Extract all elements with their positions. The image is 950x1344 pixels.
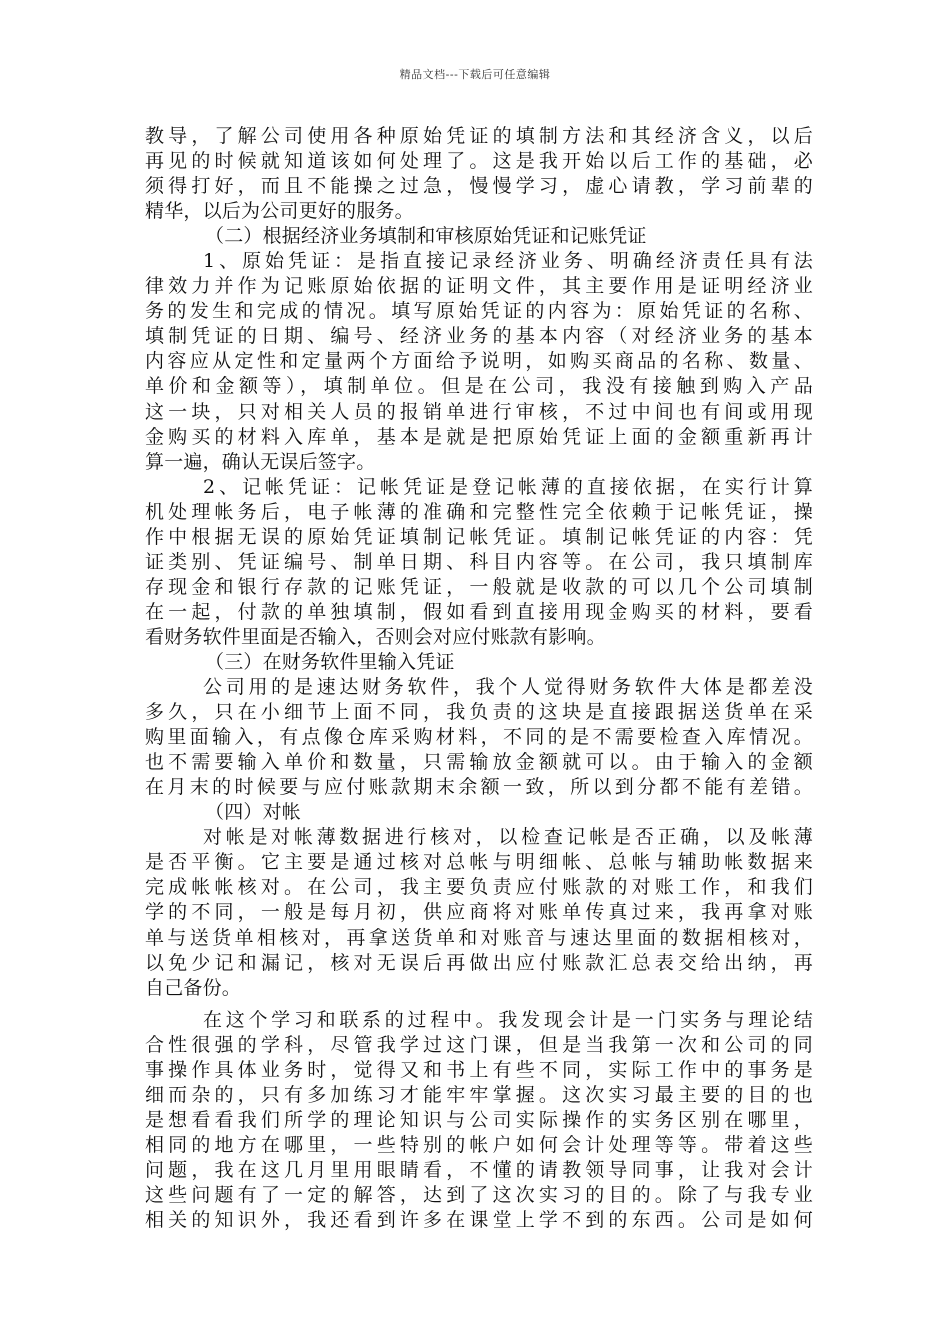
paragraph-line: 须得打好，而且不能操之过急，慢慢学习，虚心请教，学习前辈的	[145, 175, 813, 198]
paragraph-line: 内容应从定性和定量两个方面给予说明，如购买商品的名称、数量、	[145, 350, 813, 373]
paragraph-line: 律效力并作为记账原始依据的证明文件，其主要作用是证明经济业	[145, 275, 813, 298]
paragraph-line: 教导，了解公司使用各种原始凭证的填制方法和其经济含义，以后	[145, 125, 813, 147]
paragraph-line: 购里面输入，有点像仓库采购材料，不同的是不需要检查入库情况。	[145, 726, 813, 749]
paragraph-line: 事操作具体业务时，觉得又和书上有些不同，实际工作中的事务是	[145, 1058, 813, 1081]
paragraph-line: 合性很强的学科，尽管我学过这门课，但是当我第一次和公司的同	[145, 1033, 813, 1056]
paragraph-line: 1、原始凭证：是指直接记录经济业务、明确经济责任具有法	[203, 250, 813, 273]
paragraph-line: 细而杂的，只有多加练习才能牢牢掌握。这次实习最主要的目的也	[145, 1083, 813, 1106]
paragraph-line: 学的不同，一般是每月初，供应商将对账单传真过来，我再拿对账	[145, 901, 813, 924]
page-header: 精品文档---下载后可任意编辑	[399, 68, 551, 81]
section-heading: （四）对帐	[205, 801, 302, 824]
paragraph-line: 问题，我在这几月里用眼睛看，不懂的请教领导同事，让我对会计	[145, 1158, 813, 1181]
paragraph-line: 自己备份。	[145, 976, 242, 999]
paragraph-line: 算一遍，确认无误后签字。	[145, 450, 376, 473]
paragraph-line: 也不需要输入单价和数量，只需输放金额就可以。由于输入的金额	[145, 751, 813, 774]
paragraph-line: 机处理帐务后，电子帐薄的准确和完整性完全依赖于记帐凭证，操	[145, 500, 813, 523]
paragraph-line: 再见的时候就知道该如何处理了。这是我开始以后工作的基础，必	[145, 150, 813, 173]
paragraph-line: 务的发生和完成的情况。填写原始凭证的内容为：原始凭证的名称、	[145, 300, 813, 323]
paragraph-line: 是否平衡。它主要是通过核对总帐与明细帐、总帐与辅助帐数据来	[145, 851, 813, 874]
paragraph-line: 精华，以后为公司更好的服务。	[145, 200, 414, 223]
paragraph-line: 是想看看我们所学的理论知识与公司实际操作的实务区别在哪里，	[145, 1108, 813, 1131]
paragraph-line: 单价和金额等），填制单位。但是在公司，我没有接触到购入产品	[145, 375, 813, 398]
paragraph-line: 2、记帐凭证：记帐凭证是登记帐薄的直接依据，在实行计算	[203, 475, 813, 498]
paragraph-line: 在月末的时候要与应付账款期末余额一致，所以到分都不能有差错。	[145, 776, 813, 799]
paragraph-line: 这一块，只对相关人员的报销单进行审核，不过中间也有间或用现	[145, 400, 813, 423]
document-body	[145, 124, 813, 1233]
paragraph-line: 金购买的材料入库单，基本是就是把原始凭证上面的金额重新再计	[145, 425, 813, 448]
paragraph-line: 在一起，付款的单独填制，假如看到直接用现金购买的材料，要看	[145, 600, 813, 623]
paragraph-line: 相同的地方在哪里，一些特别的帐户如何会计处理等等。带着这些	[145, 1133, 813, 1156]
paragraph-line: 看财务软件里面是否输入，否则会对应付账款有影响。	[145, 625, 606, 648]
paragraph-line: 以免少记和漏记，核对无误后再做出应付账款汇总表交给出纳，再	[145, 951, 813, 974]
section-heading: （二）根据经济业务填制和审核原始凭证和记账凭证	[205, 225, 647, 248]
paragraph-line: 多久，只在小细节上面不同，我负责的这块是直接跟据送货单在采	[145, 701, 813, 724]
paragraph-line: 单与送货单相核对，再拿送货单和对账音与速达里面的数据相核对，	[145, 926, 813, 949]
paragraph-line: 完成帐帐核对。在公司，我主要负责应付账款的对账工作，和我们	[145, 876, 813, 899]
paragraph-line: 这些问题有了一定的解答，达到了这次实习的目的。除了与我专业	[145, 1183, 813, 1206]
paragraph-line: 在这个学习和联系的过程中。我发现会计是一门实务与理论结	[203, 1008, 813, 1031]
paragraph-line: 相关的知识外，我还看到许多在课堂上学不到的东西。公司是如何	[145, 1209, 813, 1232]
paragraph-line: 填制凭证的日期、编号、经济业务的基本内容（对经济业务的基本	[145, 325, 813, 348]
paragraph-line: 公司用的是速达财务软件，我个人觉得财务软件大体是都差没	[203, 676, 813, 699]
paragraph-line: 证类别、凭证编号、制单日期、科目内容等。在公司，我只填制库	[145, 550, 813, 573]
paragraph-line: 作中根据无误的原始凭证填制记帐凭证。填制记帐凭证的内容：凭	[145, 525, 813, 548]
paragraph-line: 存现金和银行存款的记账凭证，一般就是收款的可以几个公司填制	[145, 575, 813, 598]
section-heading: （三）在财务软件里输入凭证	[205, 650, 455, 673]
paragraph-line: 对帐是对帐薄数据进行核对，以检查记帐是否正确，以及帐薄	[203, 826, 813, 849]
